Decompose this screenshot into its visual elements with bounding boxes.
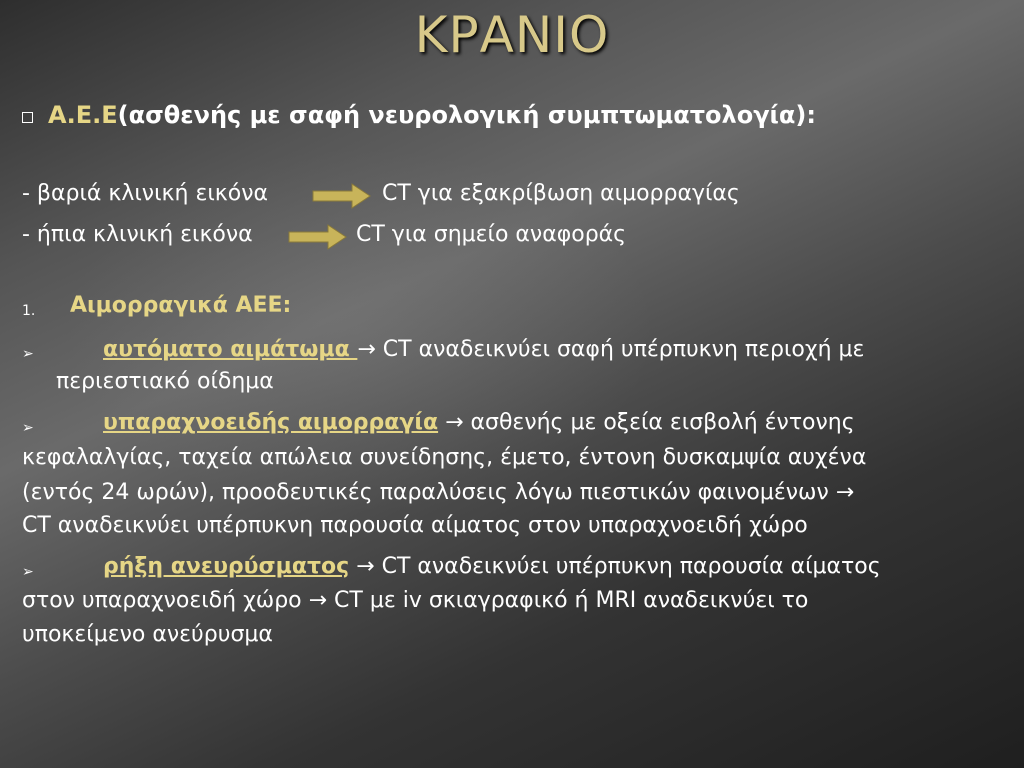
- heading-rest: (ασθενής με σαφή νευρολογική συμπτωματολογία):: [117, 101, 816, 129]
- bullet-aneurysm-line: [103, 551, 881, 583]
- item-severe-right: CT για εξακρίβωση αιμορραγίας: [382, 181, 740, 206]
- right-block-arrow-icon: [312, 183, 372, 209]
- item-severe-left: - βαριά κλινική εικόνα: [22, 181, 268, 206]
- chevron-bullet-icon: ➢: [22, 346, 34, 362]
- bullet-sah-line: [103, 407, 855, 439]
- bullet-sah-text: ασθενής με οξεία εισβολή έντονης: [463, 410, 855, 435]
- heading: [48, 99, 816, 131]
- bullet-sah-rest2: (εντός 24 ωρών), προοδευτικές παραλύσεις λόγω πιεστικών φαινομένων →: [22, 480, 855, 505]
- bullet-aneurysm-rest2: υποκείμενο ανεύρυσμα: [22, 622, 273, 647]
- right-block-arrow-icon: [288, 224, 348, 250]
- bullet-hematoma-text: CT αναδεικνύει σαφή υπέρπυκνη περιοχή με: [375, 337, 865, 362]
- bullet-hematoma-line: [103, 334, 864, 366]
- chevron-bullet-icon: ➢: [22, 420, 34, 436]
- right-arrow-icon: →: [445, 410, 464, 435]
- item-mild-left: - ήπια κλινική εικόνα: [22, 222, 253, 247]
- right-arrow-icon: →: [357, 337, 376, 362]
- term-hematoma: αυτόματο αιμάτωμα: [103, 337, 358, 362]
- term-aneurysm: ρήξη ανευρύσματος: [103, 554, 350, 579]
- bullet-hematoma-rest: περιεστιακό οίδημα: [56, 369, 274, 394]
- square-bullet-icon: [22, 112, 33, 123]
- bullet-sah-rest1: κεφαλαλγίας, ταχεία απώλεια συνείδησης, έμετο, έντονη δυσκαμψία αυχένα: [22, 445, 867, 470]
- term-sah: υπαραχνοειδής αιμορραγία: [103, 410, 439, 435]
- item-mild-right: CT για σημείο αναφοράς: [356, 222, 627, 247]
- list-number: 1.: [22, 303, 36, 319]
- chevron-bullet-icon: ➢: [22, 564, 34, 580]
- right-arrow-icon: →: [356, 554, 375, 579]
- bullet-aneurysm-rest1: στον υπαραχνοειδή χώρο → CT με iv σκιαγραφικό ή MRI αναδεικνύει το: [22, 588, 809, 613]
- heading-abbr: Α.Ε.Ε: [48, 101, 118, 129]
- hemorrhagic-stroke-label: Αιμορραγικά ΑΕΕ:: [70, 293, 292, 318]
- bullet-sah-rest3: CT αναδεικνύει υπέρπυκνη παρουσία αίματος στον υπαραχνοειδή χώρο: [22, 513, 808, 538]
- bullet-aneurysm-text: CT αναδεικνύει υπέρπυκνη παρουσία αίματος: [374, 554, 881, 579]
- slide-title: ΚΡΑΝΙΟ: [414, 6, 610, 64]
